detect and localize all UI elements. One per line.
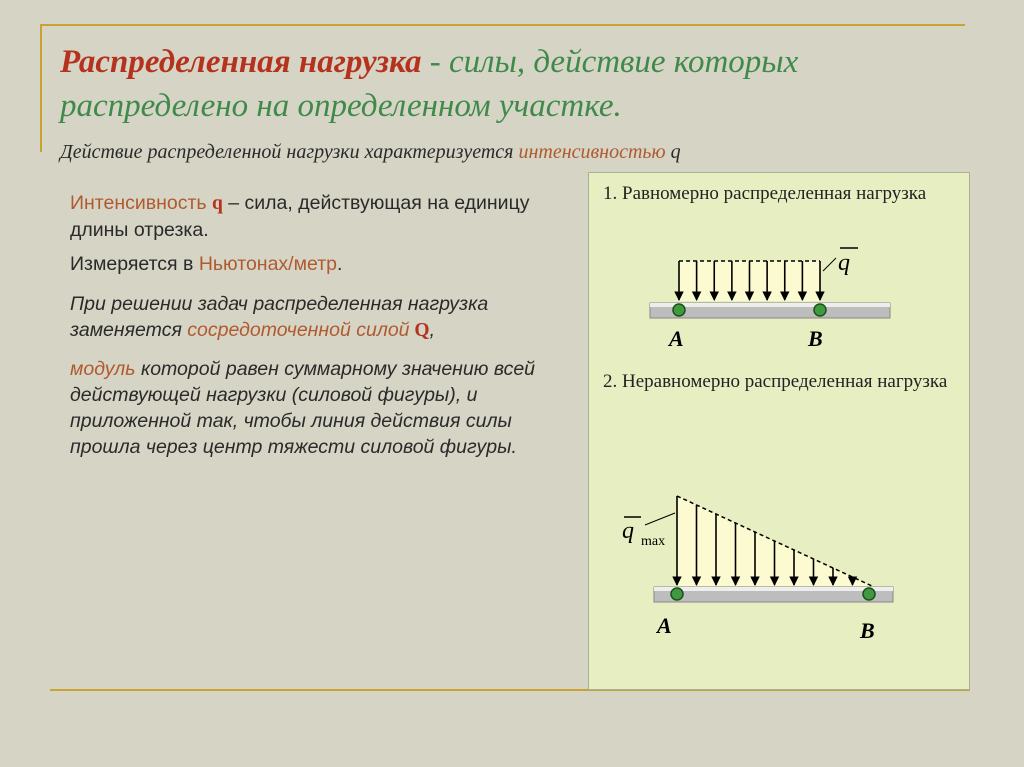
qmax-subscript: max xyxy=(641,534,666,549)
uniform-q-label: q xyxy=(838,250,850,276)
uniform-label-a: A xyxy=(669,326,684,351)
subtitle-highlight: интенсивностью xyxy=(518,141,666,163)
nonuniform-label-b: B xyxy=(860,618,875,643)
subtitle-symbol: q xyxy=(665,141,681,163)
title-definition: - силы, действие которых распределено на определенном участке. xyxy=(60,44,799,124)
nonuniform-load-diagram xyxy=(622,496,893,643)
uniform-support-b xyxy=(814,304,826,316)
unit-value: Ньютонах/метр xyxy=(198,253,337,275)
title-term: Распределенная нагрузка xyxy=(60,44,422,80)
modulus-text: которой равен суммарному значению всей действующей нагрузки (силовой фигуры), и приложенной так, чтобы линия действия силы прошла через центр тяжести силовой фигуры. xyxy=(70,358,536,458)
replacement-text: При решении задач распределенная нагрузка заменяется xyxy=(70,293,489,341)
nonuniform-support-b xyxy=(863,588,875,600)
nonuniform-label-a: A xyxy=(657,613,672,638)
unit-end: . xyxy=(336,253,343,275)
nonuniform-support-a xyxy=(671,588,683,600)
qmax-label: q xyxy=(622,518,634,544)
uniform-caption: 1. Равномерно распределенная нагрузка xyxy=(603,183,927,204)
nonuniform-caption: 2. Неравномерно распределенная нагрузка xyxy=(603,371,948,392)
uniform-beam-highlight xyxy=(650,303,890,307)
uniform-support-a xyxy=(673,304,685,316)
Q-symbol: Q xyxy=(409,320,430,341)
concentrated-force: сосредоточенной силой xyxy=(187,319,410,341)
intensity-rest: – сила, действующая на единицу длины отрезка. xyxy=(70,192,530,241)
replacement-end: , xyxy=(429,319,435,341)
unit-text: Измеряется в xyxy=(70,253,199,275)
uniform-load-diagram xyxy=(650,248,890,351)
modulus-word: модуль xyxy=(70,358,136,380)
subtitle-text: Действие распределенной нагрузки характеризуется xyxy=(60,141,519,163)
qmax-label-leader xyxy=(645,513,675,525)
uniform-label-leader xyxy=(823,258,836,271)
q-symbol: q xyxy=(211,193,223,214)
uniform-label-b: B xyxy=(808,326,823,351)
intensity-word: Интенсивность xyxy=(70,192,212,214)
nonuniform-beam-highlight xyxy=(654,587,893,591)
